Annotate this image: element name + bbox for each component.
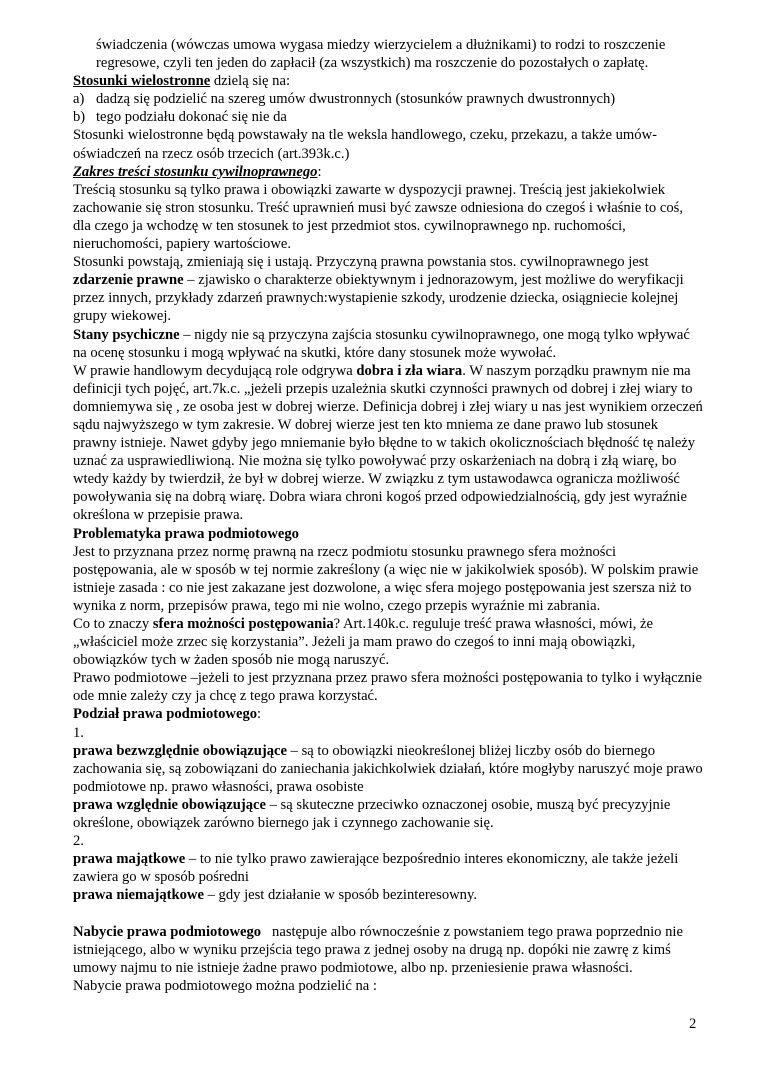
number-1: 1. [73,724,84,741]
heading-stosunki-wielostronne: Stosunki wielostronne dzielą się na: [73,73,291,90]
paragraph-dobra-wiara: W prawie handlowym decydującą role odgrywa dobra i zła wiara. W naszym porządku prawnym nie ma definicji tych pojęć, art.7k.c. „jeżeli przepis uzależnia skutki czynności prawnych od dobrej i złej wiary to domniemywa się , ze osoba jest w dobrej wierze. Definicja dobrej i złej wiary u nas jest wynikiem orzeczeń sądu najwyższego w tym zakresie. W dobrej wierze jest ten kto mniema ze dane prawo lub stosunek prawny istnieje. Nawet gdyby jego mniemanie było błędne to w takich okolicznościach błędność tę należy uznać za usprawiedliwioną. Nie można się tylko powoływać przy oskarżeniach na dobrą i złą wiarę, bo wtedy każdy by twierdził, że był w dobrej wierze. W związku z tym ustawodawca ogranicza możliwość powoływania się na dobrą wiarę. Dobra wiara chroni kogoś przed odpowiedzialnością, gdy jest wyraźnie określona w przepisie prawa. [73,362,703,524]
term-niemajatkowe: prawa niemajątkowe [73,887,204,904]
list-marker: b) [73,109,86,126]
term-dobra-i-zla-wiara: dobra i zła wiara [356,362,463,379]
heading-problematyka: Problematyka prawa podmiotowego [73,525,299,542]
number-2: 2. [73,833,84,850]
term-sfera-moznosci: sfera możności postępowania [152,616,334,632]
term-nabycie: Nabycie prawa podmiotowego [73,923,262,940]
paragraph-powstaja: Stosunki powstają, zmieniają się i ustają. Przyczyną prawna powstania stos. cywilnoprawnego jest zdarzenie prawne – zjawisko o charakterze obiektywnym i jednorazowym, jest możliwe do weryfikacji przez innych, przykłady zdarzeń prawnych:wystapienie szkody, urodzenie dziecka, osiągniecie kolejnej grupy wiekowej. [73,254,684,325]
page-content [73,36,703,995]
heading-podzial: Podział prawa podmiotowego: [73,706,262,723]
paragraph-niemajatkowe: prawa niemajątkowe – gdy jest działanie w sposób bezinteresowny. [73,887,477,904]
paragraph-prawo-podmiotowe: Prawo podmiotowe –jeżeli to jest przyznana przez prawo sfera możności postępowania to tylko i wyłącznie ode mnie zależy czy ja chcę z tego prawa korzystać. [73,670,702,705]
paragraph-weksla: Stosunki wielostronne będą powstawały na tle weksla handlowego, czeku, przekazu, a także umów-oświadczeń na rzecz osób trzecich (art.393k.c.) [73,127,657,162]
paragraph-continuation: świadczenia (wówczas umowa wygasa miedzy wierzycielem a dłużnikami) to rodzi to roszczenie regresowe, czyli ten jeden do zapłacił (za wszystkich) ma roszczenie do pozostałych o zapłatę. [96,37,666,72]
list-text: dadzą się podzielić na szereg umów dwustronnych (stosunków prawnych dwustronnych) [96,91,616,108]
term-majatkowe: prawa majątkowe [73,851,186,868]
paragraph-podzielic: Nabycie prawa podmiotowego można podzielić na : [73,977,377,994]
heading-zakres-tresci: Zakres treści stosunku cywilnoprawnego: [73,163,322,180]
paragraph-bezwzglednie: prawa bezwzględnie obowiązujące – są to obowiązki nieokreślonej bliżej liczby osób do biernego zachowania się, są zobowiązani do zaniechania jakichkolwiek działań, które mogłyby naruszyć moje prawo podmiotowe np. prawo własności, prawa osobiste [73,742,703,795]
paragraph-przyznana: Jest to przyznana przez normę prawną na rzecz podmiotu stosunku prawnego sfera możności postępowania, ale w sposób w tej normie zakreślony (a więc nie w jakikolwiek sposób). W polskim prawie istnieje zasada : co nie jest zakazane jest dozwolone, a więc sfera mojego postępowania jest szersza niż to wynika z norm, przepisów prawa, tego mi nie wolno, czego przepis wyraźnie mi zabrania. [73,543,699,614]
paragraph-tresc: Treścią stosunku są tylko prawa i obowiązki zawarte w dyspozycji prawnej. Treścią jest jakiekolwiek zachowanie się stron stosunku. Treść uprawnień musi być zawsze odniesiona do czegoś i właśnie to coś, dla czego ja wchodzę w ten stosunek to jest przedmiot stos. cywilnoprawnego np. ruchomości, nieruchomości, papiery wartościowe. [73,181,683,253]
term-bezwzglednie: prawa bezwzględnie obowiązujące [73,742,288,759]
heading-text: Stosunki wielostronne [73,73,211,90]
paragraph-nabycie: Nabycie prawa podmiotowego następuje albo równocześnie z powstaniem tego prawa poprzednio nie istniejącego, albo w wyniku przejścia tego prawa z jednej osoby na drugą np. dopóki nie zawrę z kimś umowy najmu to nie istnieje żadne prawo podmiotowe, albo np. przeniesienie prawa własności. [73,923,687,976]
paragraph-majatkowe: prawa majątkowe – to nie tylko prawo zawierające bezpośrednio interes ekonomiczny, ale także jeżeli zawiera go w sposób pośredni [73,851,679,886]
page-number: 2 [689,1016,697,1032]
list-text: tego podziału dokonać się nie da [96,109,287,126]
blank-line [73,905,703,923]
term-stany-psychiczne: Stany psychiczne [73,326,180,343]
list-item-b [73,108,703,126]
term-wzglednie: prawa względnie obowiązujące [73,796,266,813]
paragraph-stany-psychiczne: Stany psychiczne – nigdy nie są przyczyna zajścia stosunku cywilnoprawnego, one mogą tylko wpływać na ocenę stosunku i mogą wpływać na skutki, które dany stosunek może wywołać. [73,326,690,361]
list-item-a [73,90,703,108]
paragraph-wzglednie: prawa względnie obowiązujące – są skuteczne przeciwko oznaczonej osobie, muszą być precyzyjnie określone, obowiązek zarówno biernego jak i czynnego zachowanie się. [73,796,671,832]
paragraph-co-to-znaczy: Co to znaczy sfera możności postępowania? Art.140k.c. reguluje treść prawa własności, mówi, że „właściciel może zrzec się korzystania”. Jeżeli ja mam prawo do czegoś to inni mają obowiązki, obowiązków tych w żaden sposób nie mogą naruszyć. [73,616,653,669]
heading-text: Zakres treści stosunku cywilnoprawnego [73,163,318,180]
term-zdarzenie-prawne: zdarzenie prawne [73,272,184,289]
list-marker: a) [73,91,85,108]
